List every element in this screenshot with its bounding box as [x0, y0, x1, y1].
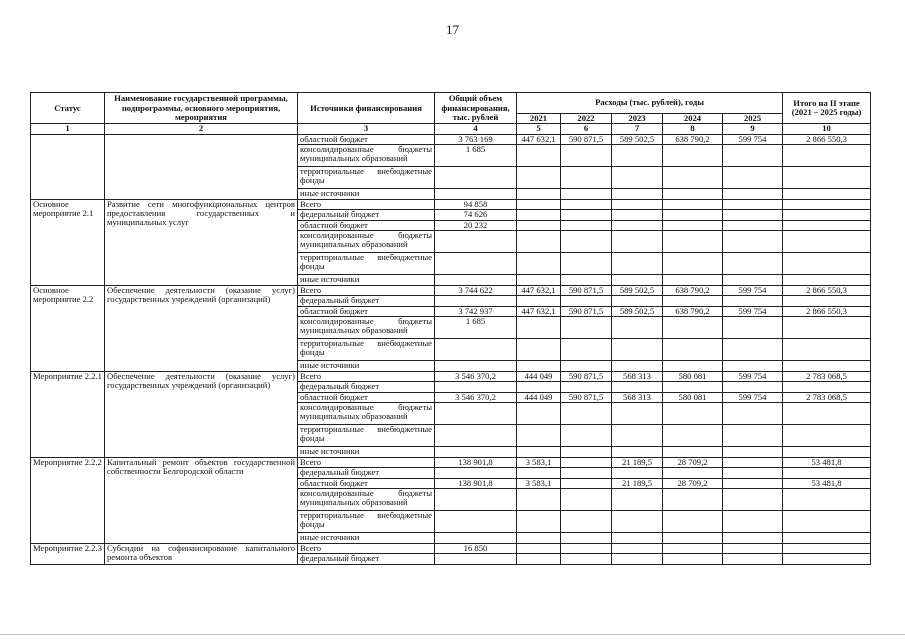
- source-cell: Всего: [298, 543, 435, 554]
- source-cell: территориальные внебюджетные фонды: [298, 511, 435, 533]
- year-value-cell: [517, 231, 561, 253]
- year-value-cell: [663, 167, 723, 189]
- header-stage-total: Итого на II этапе (2021 – 2025 годы): [783, 93, 871, 124]
- source-cell: областной бюджет: [298, 392, 435, 403]
- stage-total-cell: [783, 382, 871, 393]
- year-value-cell: [612, 382, 663, 393]
- financing-table: [30, 92, 871, 565]
- total-cell: 3 763 169: [435, 134, 517, 145]
- year-value-cell: [561, 425, 612, 447]
- source-cell: Всего: [298, 199, 435, 210]
- stage-total-cell: [783, 468, 871, 479]
- year-value-cell: [663, 382, 723, 393]
- year-value-cell: [723, 468, 783, 479]
- status-cell: Основное мероприятие 2.2: [31, 285, 105, 371]
- column-index: 9: [723, 124, 783, 134]
- header-year: 2022: [561, 114, 612, 124]
- total-cell: 3 546 370,2: [435, 392, 517, 403]
- year-value-cell: [663, 317, 723, 339]
- total-cell: [435, 447, 517, 458]
- year-value-cell: 589 502,5: [612, 134, 663, 145]
- stage-total-cell: 53 481,8: [783, 478, 871, 489]
- year-value-cell: [612, 361, 663, 372]
- year-value-cell: [612, 253, 663, 275]
- year-value-cell: [612, 425, 663, 447]
- year-value-cell: [561, 199, 612, 210]
- stage-total-cell: 2 783 068,5: [783, 392, 871, 403]
- source-cell: иные источники: [298, 361, 435, 372]
- name-cell: Развитие сети многофункциональных центров предоставления государственных и муниципальных услуг: [105, 199, 298, 285]
- year-value-cell: [561, 339, 612, 361]
- source-cell: иные источники: [298, 189, 435, 200]
- stage-total-cell: [783, 447, 871, 458]
- stage-total-cell: 2 866 550,3: [783, 134, 871, 145]
- total-cell: [435, 403, 517, 425]
- stage-total-cell: [783, 253, 871, 275]
- year-value-cell: 599 754: [723, 134, 783, 145]
- year-value-cell: 638 790,2: [663, 285, 723, 296]
- name-cell: [105, 134, 298, 199]
- total-cell: 3 744 622: [435, 285, 517, 296]
- year-value-cell: [723, 317, 783, 339]
- year-value-cell: [517, 275, 561, 286]
- year-value-cell: [612, 296, 663, 307]
- year-value-cell: [723, 478, 783, 489]
- year-value-cell: [723, 425, 783, 447]
- year-value-cell: [612, 210, 663, 221]
- year-value-cell: [612, 554, 663, 565]
- year-value-cell: [517, 339, 561, 361]
- total-cell: [435, 339, 517, 361]
- source-cell: консолидированные бюджеты муниципальных образований: [298, 317, 435, 339]
- year-value-cell: [561, 210, 612, 221]
- year-value-cell: [663, 253, 723, 275]
- table-row: [31, 457, 871, 468]
- source-cell: консолидированные бюджеты муниципальных образований: [298, 489, 435, 511]
- stage-total-cell: [783, 403, 871, 425]
- year-value-cell: [561, 554, 612, 565]
- year-value-cell: [663, 275, 723, 286]
- year-value-cell: [723, 339, 783, 361]
- total-cell: [435, 275, 517, 286]
- header-source: Источники финансирования: [298, 93, 435, 124]
- year-value-cell: [561, 543, 612, 554]
- year-value-cell: [612, 489, 663, 511]
- source-cell: Всего: [298, 457, 435, 468]
- year-value-cell: [663, 543, 723, 554]
- total-cell: [435, 231, 517, 253]
- year-value-cell: [723, 296, 783, 307]
- year-value-cell: [663, 339, 723, 361]
- year-value-cell: [612, 189, 663, 200]
- year-value-cell: 21 189,5: [612, 478, 663, 489]
- source-cell: областной бюджет: [298, 478, 435, 489]
- year-value-cell: 599 754: [723, 285, 783, 296]
- year-value-cell: [723, 199, 783, 210]
- year-value-cell: [723, 554, 783, 565]
- year-value-cell: [517, 425, 561, 447]
- total-cell: [435, 167, 517, 189]
- year-value-cell: [517, 167, 561, 189]
- year-value-cell: [517, 317, 561, 339]
- year-value-cell: [517, 199, 561, 210]
- year-value-cell: [663, 554, 723, 565]
- year-value-cell: [517, 554, 561, 565]
- column-index: 4: [435, 124, 517, 134]
- year-value-cell: 444 049: [517, 392, 561, 403]
- year-value-cell: [663, 199, 723, 210]
- year-value-cell: [561, 447, 612, 458]
- source-cell: федеральный бюджет: [298, 210, 435, 221]
- stage-total-cell: [783, 199, 871, 210]
- year-value-cell: 447 632,1: [517, 134, 561, 145]
- total-cell: 138 901,8: [435, 478, 517, 489]
- column-index: 7: [612, 124, 663, 134]
- year-value-cell: [561, 189, 612, 200]
- year-value-cell: [561, 403, 612, 425]
- header-status: Статус: [31, 93, 105, 124]
- year-value-cell: 568 313: [612, 371, 663, 382]
- total-cell: 138 901,8: [435, 457, 517, 468]
- year-value-cell: [561, 533, 612, 544]
- year-value-cell: [663, 447, 723, 458]
- year-value-cell: 580 081: [663, 392, 723, 403]
- page-number: 17: [446, 22, 459, 37]
- status-cell: Мероприятие 2.2.3: [31, 543, 105, 564]
- year-value-cell: [561, 220, 612, 231]
- year-value-cell: [723, 189, 783, 200]
- year-value-cell: 590 871,5: [561, 306, 612, 317]
- year-value-cell: [517, 189, 561, 200]
- total-cell: 1 685: [435, 317, 517, 339]
- year-value-cell: [561, 478, 612, 489]
- year-value-cell: [517, 543, 561, 554]
- name-cell: Субсидии на софинансирование капитального ремонта объектов: [105, 543, 298, 564]
- total-cell: 3 546 370,2: [435, 371, 517, 382]
- total-cell: [435, 189, 517, 200]
- year-value-cell: 599 754: [723, 371, 783, 382]
- year-value-cell: [517, 296, 561, 307]
- year-value-cell: 599 754: [723, 306, 783, 317]
- year-value-cell: [663, 189, 723, 200]
- year-value-cell: [723, 253, 783, 275]
- source-cell: федеральный бюджет: [298, 382, 435, 393]
- year-value-cell: [723, 231, 783, 253]
- total-cell: [435, 489, 517, 511]
- source-cell: консолидированные бюджеты муниципальных образований: [298, 145, 435, 167]
- total-cell: 74 626: [435, 210, 517, 221]
- year-value-cell: [663, 220, 723, 231]
- total-cell: [435, 511, 517, 533]
- year-value-cell: [723, 533, 783, 544]
- year-value-cell: 444 049: [517, 371, 561, 382]
- year-value-cell: [561, 457, 612, 468]
- source-cell: консолидированные бюджеты муниципальных образований: [298, 403, 435, 425]
- year-value-cell: 447 632,1: [517, 285, 561, 296]
- year-value-cell: 568 313: [612, 392, 663, 403]
- year-value-cell: 599 754: [723, 392, 783, 403]
- year-value-cell: [663, 403, 723, 425]
- stage-total-cell: [783, 189, 871, 200]
- year-value-cell: [612, 220, 663, 231]
- year-value-cell: [663, 296, 723, 307]
- total-cell: [435, 296, 517, 307]
- stage-total-cell: [783, 554, 871, 565]
- stage-total-cell: [783, 361, 871, 372]
- total-cell: 1 685: [435, 145, 517, 167]
- name-cell: Обеспечение деятельности (оказание услуг) государственных учреждений (организаций): [105, 371, 298, 457]
- source-cell: территориальные внебюджетные фонды: [298, 167, 435, 189]
- stage-total-cell: [783, 543, 871, 554]
- year-value-cell: [517, 533, 561, 544]
- year-value-cell: [517, 468, 561, 479]
- year-value-cell: 590 871,5: [561, 371, 612, 382]
- year-value-cell: [612, 533, 663, 544]
- stage-total-cell: 53 481,8: [783, 457, 871, 468]
- year-value-cell: 638 790,2: [663, 306, 723, 317]
- year-value-cell: 589 502,5: [612, 285, 663, 296]
- year-value-cell: [561, 489, 612, 511]
- total-cell: 20 232: [435, 220, 517, 231]
- source-cell: территориальные внебюджетные фонды: [298, 339, 435, 361]
- stage-total-cell: [783, 145, 871, 167]
- year-value-cell: [663, 511, 723, 533]
- year-value-cell: [663, 145, 723, 167]
- stage-total-cell: [783, 533, 871, 544]
- column-index: 10: [783, 124, 871, 134]
- year-value-cell: [663, 425, 723, 447]
- header-row: [31, 93, 871, 114]
- source-cell: иные источники: [298, 533, 435, 544]
- table-row: [31, 543, 871, 554]
- year-value-cell: [723, 210, 783, 221]
- year-value-cell: [612, 167, 663, 189]
- total-cell: [435, 253, 517, 275]
- table-row: [31, 285, 871, 296]
- year-value-cell: [612, 468, 663, 479]
- stage-total-cell: [783, 317, 871, 339]
- total-cell: [435, 361, 517, 372]
- year-value-cell: 589 502,5: [612, 306, 663, 317]
- status-cell: Мероприятие 2.2.2: [31, 457, 105, 543]
- year-value-cell: 590 871,5: [561, 134, 612, 145]
- stage-total-cell: [783, 339, 871, 361]
- year-value-cell: [517, 361, 561, 372]
- total-cell: 94 858: [435, 199, 517, 210]
- year-value-cell: [723, 167, 783, 189]
- year-value-cell: [561, 167, 612, 189]
- year-value-cell: [663, 468, 723, 479]
- year-value-cell: 3 583,1: [517, 478, 561, 489]
- total-cell: [435, 382, 517, 393]
- year-value-cell: [517, 145, 561, 167]
- year-value-cell: [723, 543, 783, 554]
- source-cell: иные источники: [298, 447, 435, 458]
- source-cell: федеральный бюджет: [298, 468, 435, 479]
- status-cell: Основное мероприятие 2.1: [31, 199, 105, 285]
- header-name: Наименование государственной программы, подпрограммы, основного мероприятия, мероприятия: [105, 93, 298, 124]
- year-value-cell: [612, 339, 663, 361]
- year-value-cell: 28 709,2: [663, 457, 723, 468]
- year-value-cell: [517, 210, 561, 221]
- year-value-cell: [612, 231, 663, 253]
- year-value-cell: [517, 447, 561, 458]
- year-value-cell: [723, 457, 783, 468]
- year-value-cell: [561, 145, 612, 167]
- stage-total-cell: [783, 425, 871, 447]
- column-index: 2: [105, 124, 298, 134]
- table-body: [31, 134, 871, 564]
- year-value-cell: 580 081: [663, 371, 723, 382]
- source-cell: иные источники: [298, 275, 435, 286]
- column-index: 1: [31, 124, 105, 134]
- header-year: 2024: [663, 114, 723, 124]
- year-value-cell: [723, 489, 783, 511]
- year-value-cell: [561, 275, 612, 286]
- year-value-cell: [612, 317, 663, 339]
- year-value-cell: [517, 403, 561, 425]
- column-index: 8: [663, 124, 723, 134]
- year-value-cell: [663, 231, 723, 253]
- stage-total-cell: 2 783 068,5: [783, 371, 871, 382]
- header-year: 2025: [723, 114, 783, 124]
- year-value-cell: [723, 145, 783, 167]
- year-value-cell: [561, 361, 612, 372]
- year-value-cell: [517, 489, 561, 511]
- year-value-cell: 28 709,2: [663, 478, 723, 489]
- stage-total-cell: [783, 231, 871, 253]
- year-value-cell: [517, 511, 561, 533]
- year-value-cell: [561, 253, 612, 275]
- source-cell: территориальные внебюджетные фонды: [298, 425, 435, 447]
- year-value-cell: [612, 543, 663, 554]
- header-year: 2021: [517, 114, 561, 124]
- year-value-cell: [723, 447, 783, 458]
- column-index: 5: [517, 124, 561, 134]
- source-cell: федеральный бюджет: [298, 296, 435, 307]
- name-cell: Обеспечение деятельности (оказание услуг) государственных учреждений (организаций): [105, 285, 298, 371]
- stage-total-cell: 2 866 550,3: [783, 285, 871, 296]
- header-total: Общий объем финансирования, тыс. рублей: [435, 93, 517, 124]
- name-cell: Капитальный ремонт объектов государственной собственности Белгородской области: [105, 457, 298, 543]
- total-cell: 3 742 937: [435, 306, 517, 317]
- total-cell: [435, 533, 517, 544]
- year-value-cell: [561, 231, 612, 253]
- year-value-cell: 447 632,1: [517, 306, 561, 317]
- stage-total-cell: [783, 511, 871, 533]
- total-cell: [435, 425, 517, 447]
- stage-total-cell: [783, 220, 871, 231]
- year-value-cell: [612, 275, 663, 286]
- year-value-cell: [723, 382, 783, 393]
- stage-total-cell: 2 866 550,3: [783, 306, 871, 317]
- status-cell: Мероприятие 2.2.1: [31, 371, 105, 457]
- year-value-cell: 590 871,5: [561, 285, 612, 296]
- year-value-cell: [612, 447, 663, 458]
- stage-total-cell: [783, 275, 871, 286]
- header-expenses: Расходы (тыс. рублей), годы: [517, 93, 783, 114]
- year-value-cell: [663, 361, 723, 372]
- stage-total-cell: [783, 296, 871, 307]
- year-value-cell: [517, 220, 561, 231]
- total-cell: 16 850: [435, 543, 517, 554]
- source-cell: территориальные внебюджетные фонды: [298, 253, 435, 275]
- source-cell: областной бюджет: [298, 220, 435, 231]
- scan-edge-line: [0, 634, 905, 635]
- year-value-cell: [612, 403, 663, 425]
- column-index: 6: [561, 124, 612, 134]
- stage-total-cell: [783, 489, 871, 511]
- year-value-cell: [723, 511, 783, 533]
- year-value-cell: [612, 511, 663, 533]
- year-value-cell: [561, 382, 612, 393]
- table-row: [31, 371, 871, 382]
- column-index-row: [31, 124, 871, 134]
- source-cell: Всего: [298, 371, 435, 382]
- total-cell: [435, 468, 517, 479]
- year-value-cell: [561, 317, 612, 339]
- table-row: [31, 134, 871, 145]
- source-cell: областной бюджет: [298, 134, 435, 145]
- source-cell: консолидированные бюджеты муниципальных образований: [298, 231, 435, 253]
- year-value-cell: [723, 220, 783, 231]
- year-value-cell: [723, 403, 783, 425]
- year-value-cell: [517, 253, 561, 275]
- source-cell: федеральный бюджет: [298, 554, 435, 565]
- column-index: 3: [298, 124, 435, 134]
- year-value-cell: [612, 199, 663, 210]
- year-value-cell: [723, 275, 783, 286]
- stage-total-cell: [783, 167, 871, 189]
- year-value-cell: 638 790,2: [663, 134, 723, 145]
- year-value-cell: 21 189,5: [612, 457, 663, 468]
- source-cell: Всего: [298, 285, 435, 296]
- header-year: 2023: [612, 114, 663, 124]
- year-value-cell: [612, 145, 663, 167]
- year-value-cell: [663, 533, 723, 544]
- year-value-cell: [663, 489, 723, 511]
- year-value-cell: [561, 296, 612, 307]
- source-cell: областной бюджет: [298, 306, 435, 317]
- year-value-cell: [723, 361, 783, 372]
- total-cell: [435, 554, 517, 565]
- year-value-cell: 590 871,5: [561, 392, 612, 403]
- year-value-cell: 3 583,1: [517, 457, 561, 468]
- year-value-cell: [517, 382, 561, 393]
- year-value-cell: [561, 468, 612, 479]
- year-value-cell: [561, 511, 612, 533]
- status-cell: [31, 134, 105, 199]
- year-value-cell: [663, 210, 723, 221]
- table-row: [31, 199, 871, 210]
- stage-total-cell: [783, 210, 871, 221]
